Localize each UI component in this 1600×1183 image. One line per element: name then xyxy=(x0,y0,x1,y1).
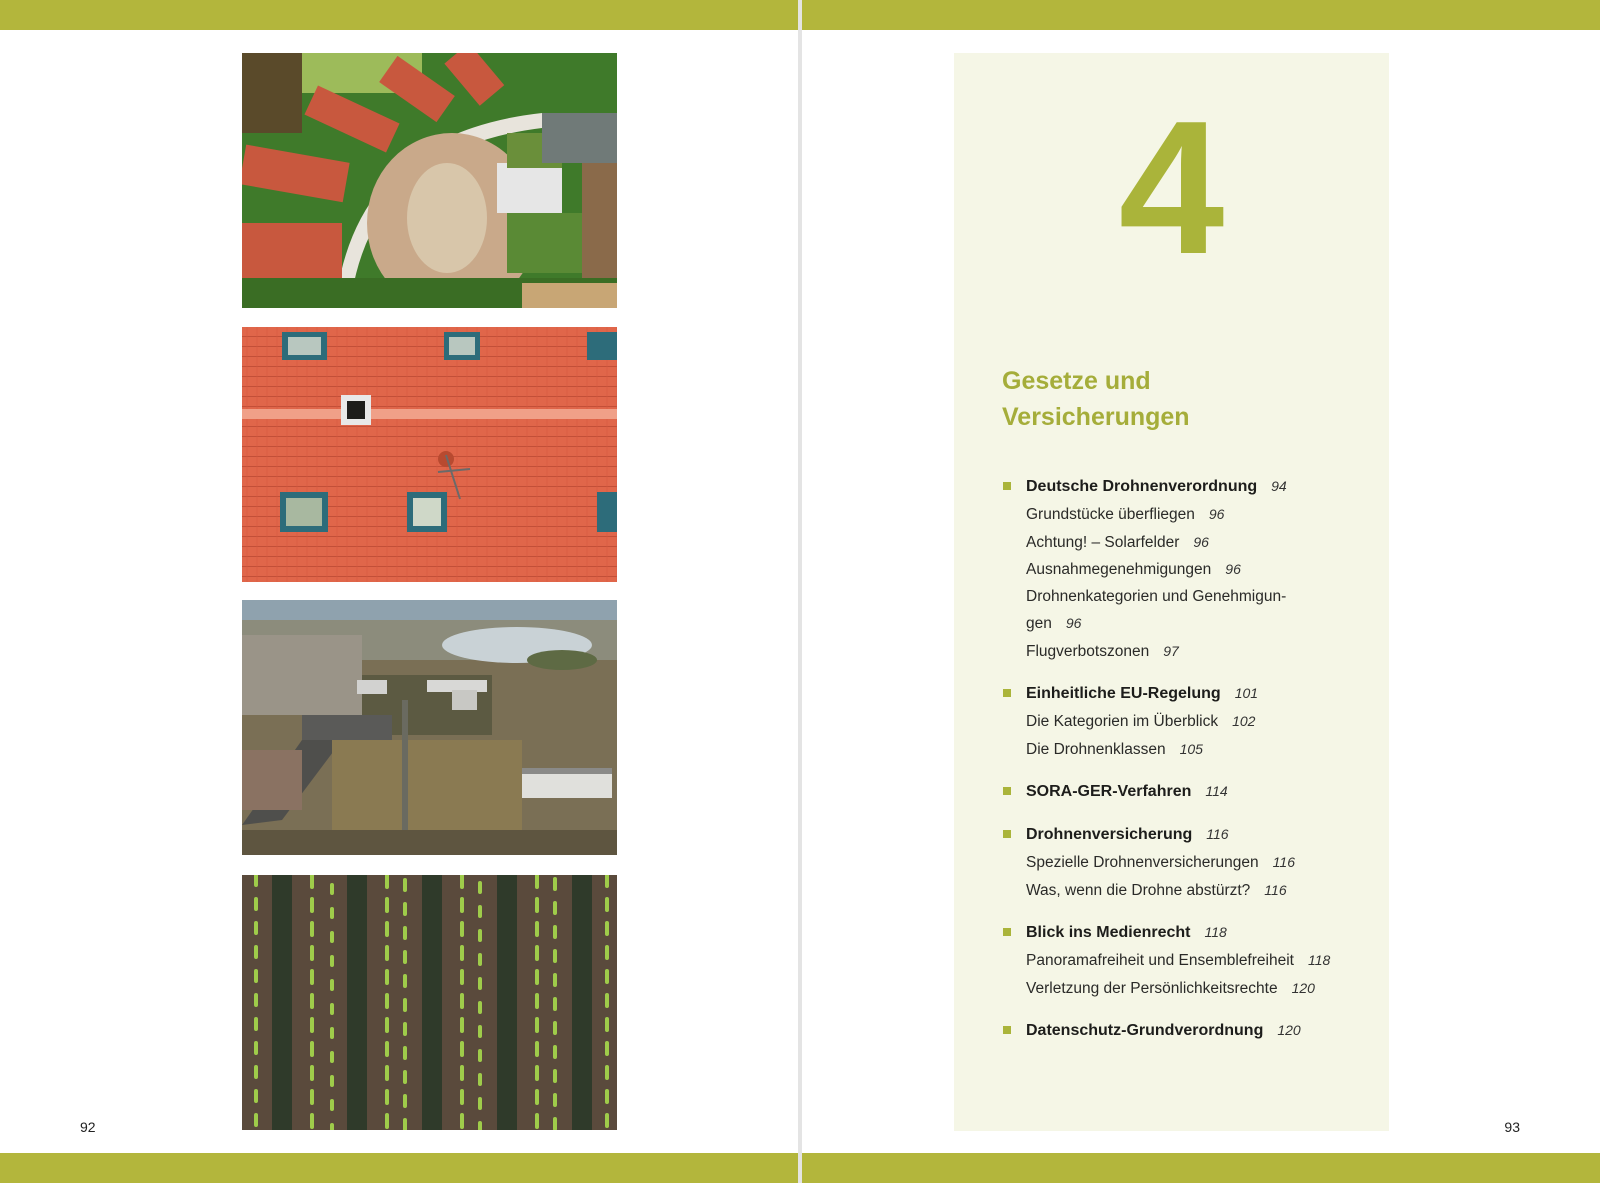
toc-heading-title: SORA-GER-Verfahren xyxy=(1026,783,1192,800)
square-bullet-icon xyxy=(1003,787,1011,795)
toc-subentry-title: Grundstücke überfliegen xyxy=(1026,506,1195,523)
toc-heading-title: Deutsche Drohnenverordnung xyxy=(1026,478,1258,495)
toc-subentry[interactable] xyxy=(1002,556,1382,584)
toc-heading-title: Blick ins Medienrecht xyxy=(1026,924,1191,941)
toc-heading-title: Datenschutz-Grundverordnung xyxy=(1026,1022,1264,1039)
toc-subentry-page: 116 xyxy=(1272,854,1295,870)
toc-heading-page: 118 xyxy=(1204,924,1227,940)
toc-heading-title: Einheitliche EU-Regelung xyxy=(1026,685,1221,702)
toc-subentry-page: 96 xyxy=(1065,615,1082,631)
square-bullet-icon xyxy=(1003,928,1011,936)
toc-heading-page: 94 xyxy=(1271,478,1287,494)
toc-subentry-page: 96 xyxy=(1225,561,1241,577)
chapter-title xyxy=(1002,363,1302,435)
square-bullet-icon xyxy=(1003,1026,1011,1034)
toc-subentry-title: Was, wenn die Drohne abstürzt? xyxy=(1026,881,1251,899)
bottom-color-band-right xyxy=(802,1153,1600,1183)
aerial-town-lake-photo xyxy=(242,600,617,855)
toc-subentry-title: Verletzung der Persönlichkeitsrechte xyxy=(1026,979,1278,997)
square-bullet-icon xyxy=(1003,689,1011,697)
toc-heading-title: Drohnenversicherung xyxy=(1026,826,1193,843)
toc-subentry-page: 105 xyxy=(1179,740,1203,757)
toc-section xyxy=(1002,777,1382,806)
toc-subentry[interactable] xyxy=(1002,975,1382,1003)
toc-section xyxy=(1002,820,1382,904)
toc-section xyxy=(1002,918,1382,1002)
toc-heading[interactable] xyxy=(1002,777,1382,806)
toc-subentry-title-continued: gen xyxy=(1026,615,1052,632)
aerial-curved-building-photo xyxy=(242,53,617,308)
toc-subentry-title: Die Kategorien im Überblick xyxy=(1026,713,1219,730)
toc-subentry-page: 116 xyxy=(1264,881,1287,898)
toc-subentry-page: 120 xyxy=(1291,979,1315,996)
toc-heading-page: 101 xyxy=(1234,685,1259,701)
chapter-table-of-contents xyxy=(1002,472,1382,1059)
toc-subentry-title: Flugverbotszonen xyxy=(1026,642,1150,660)
page-number-left: 92 xyxy=(80,1119,96,1135)
toc-heading[interactable] xyxy=(1002,679,1382,708)
chapter-panel xyxy=(954,53,1389,1131)
chapter-title-line2: Versicherungen xyxy=(1002,403,1190,431)
toc-subentry-page: 97 xyxy=(1163,642,1179,659)
toc-subentry-title: Spezielle Drohnenversicherungen xyxy=(1026,854,1259,871)
red-tile-roof-photo xyxy=(242,327,617,582)
toc-heading[interactable] xyxy=(1002,820,1382,849)
bottom-color-band-left xyxy=(0,1153,798,1183)
chapter-title-line1: Gesetze und xyxy=(1002,367,1151,395)
right-page xyxy=(802,30,1600,1153)
top-color-band-right xyxy=(802,0,1600,30)
toc-section xyxy=(1002,472,1382,665)
toc-subentry[interactable] xyxy=(1002,877,1382,905)
toc-subentry[interactable] xyxy=(1002,529,1382,557)
toc-heading-page: 120 xyxy=(1277,1022,1301,1038)
toc-subentry-title: Panoramafreiheit und Ensemblefreiheit xyxy=(1026,952,1294,969)
toc-subentry[interactable] xyxy=(1002,849,1382,877)
toc-heading[interactable] xyxy=(1002,918,1382,947)
toc-heading-page: 114 xyxy=(1205,783,1228,799)
page-number-right: 93 xyxy=(1504,1119,1520,1135)
toc-subentry[interactable] xyxy=(1002,501,1382,529)
toc-section xyxy=(1002,1016,1382,1045)
toc-subentry[interactable] xyxy=(1002,708,1382,736)
toc-subentry[interactable] xyxy=(1002,584,1382,638)
toc-subentry-page: 96 xyxy=(1208,506,1225,522)
toc-section xyxy=(1002,679,1382,763)
square-bullet-icon xyxy=(1003,830,1011,838)
toc-subentry-page: 96 xyxy=(1193,533,1209,550)
toc-subentry-title: Drohnenkategorien und Genehmigun- xyxy=(1026,587,1287,605)
toc-subentry-title: Ausnahmegenehmigungen xyxy=(1026,561,1212,578)
toc-heading[interactable] xyxy=(1002,1016,1382,1045)
crop-rows-field-photo xyxy=(242,875,617,1130)
toc-subentry-title: Die Drohnenklassen xyxy=(1026,740,1166,758)
toc-subentry-title: Achtung! – Solarfelder xyxy=(1026,533,1180,551)
square-bullet-icon xyxy=(1003,482,1011,490)
toc-subentry[interactable] xyxy=(1002,736,1382,764)
toc-subentry[interactable] xyxy=(1002,638,1382,666)
toc-heading-page: 116 xyxy=(1206,826,1229,842)
toc-subentry-page: 102 xyxy=(1232,713,1256,729)
left-page xyxy=(0,30,798,1153)
toc-subentry[interactable] xyxy=(1002,947,1382,975)
toc-subentry-page: 118 xyxy=(1307,952,1331,968)
toc-heading[interactable] xyxy=(1002,472,1382,501)
top-color-band-left xyxy=(0,0,798,30)
chapter-number: 4 xyxy=(1118,82,1225,294)
